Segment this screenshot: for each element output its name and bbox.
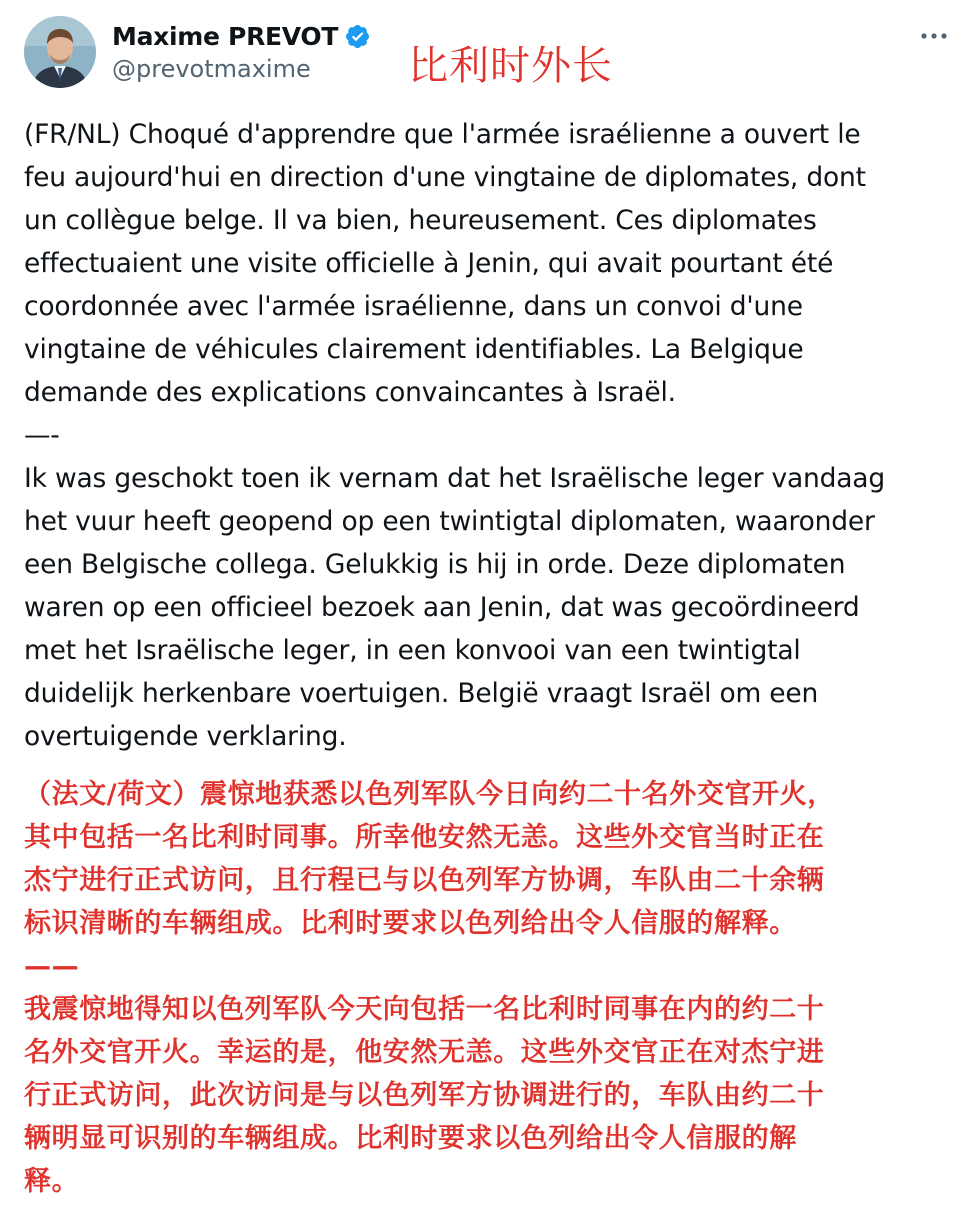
post-line-fr: effectuaient une visite officielle à Jenin, qui avait pourtant été xyxy=(24,248,834,279)
translation-line: 杰宁进行正式访问，且行程已与以色列军方协调，车队由二十余辆 xyxy=(24,865,825,896)
post-line-fr: vingtaine de véhicules clairement identifiables. La Belgique xyxy=(24,334,804,365)
translation-separator: —— xyxy=(24,951,80,982)
verified-badge-icon[interactable] xyxy=(344,23,371,50)
post-line-fr: demande des explications convaincantes à Israël. xyxy=(24,377,676,408)
post-line-nl: een Belgische collega. Gelukkig is hij in orde. Deze diplomaten xyxy=(24,549,846,580)
post-text xyxy=(24,113,959,758)
post-line-fr: un collègue belge. Il va bien, heureusement. Ces diplomates xyxy=(24,205,817,236)
translation-line: （法文/荷文）震惊地获悉以色列军队今日向约二十名外交官开火， xyxy=(24,779,835,810)
translation-line: 我震惊地得知以色列军队今天向包括一名比利时同事在内的约二十 xyxy=(24,994,825,1025)
post-line-fr: coordonnée avec l'armée israélienne, dans un convoi d'une xyxy=(24,291,803,322)
translation-line: 释。 xyxy=(24,1166,80,1197)
post-line-nl: overtuigende verklaring. xyxy=(24,721,347,752)
more-options-icon[interactable] xyxy=(915,22,953,50)
translation-line: 辆明显可识别的车辆组成。比利时要求以色列给出令人信服的解 xyxy=(24,1123,797,1154)
annotation-label: 比利时外长 xyxy=(408,43,613,89)
translation-line: 其中包括一名比利时同事。所幸他安然无恙。这些外交官当时正在 xyxy=(24,822,825,853)
post-line-fr: feu aujourd'hui en direction d'une vingtaine de diplomates, dont xyxy=(24,162,866,193)
author-name-row[interactable] xyxy=(112,18,371,54)
post-line-fr: (FR/NL) Choqué d'apprendre que l'armée israélienne a ouvert le xyxy=(24,119,861,150)
translation-line: 名外交官开火。幸运的是，他安然无恙。这些外交官正在对杰宁进 xyxy=(24,1037,825,1068)
translation-line: 行正式访问，此次访问是与以色列军方协调进行的，车队由约二十 xyxy=(24,1080,825,1111)
translation-text xyxy=(24,773,959,1203)
post-line-nl: het vuur heeft geopend op een twintigtal diplomaten, waaronder xyxy=(24,506,875,537)
author-handle[interactable]: @prevotmaxime xyxy=(112,55,311,83)
post-line-nl: Ik was geschokt toen ik vernam dat het Israëlische leger vandaag xyxy=(24,463,885,494)
post-line-nl: waren op een officieel bezoek aan Jenin, dat was gecoördineerd xyxy=(24,592,860,623)
post-separator: —- xyxy=(24,420,60,451)
display-name[interactable]: Maxime PREVOT xyxy=(112,21,339,51)
translation-line: 标识清晰的车辆组成。比利时要求以色列给出令人信服的解释。 xyxy=(24,908,797,939)
post-line-nl: duidelijk herkenbare voertuigen. België vraagt Israël om een xyxy=(24,678,819,709)
post-line-nl: met het Israëlische leger, in een konvooi van een twintigtal xyxy=(24,635,801,666)
avatar[interactable] xyxy=(24,16,96,88)
